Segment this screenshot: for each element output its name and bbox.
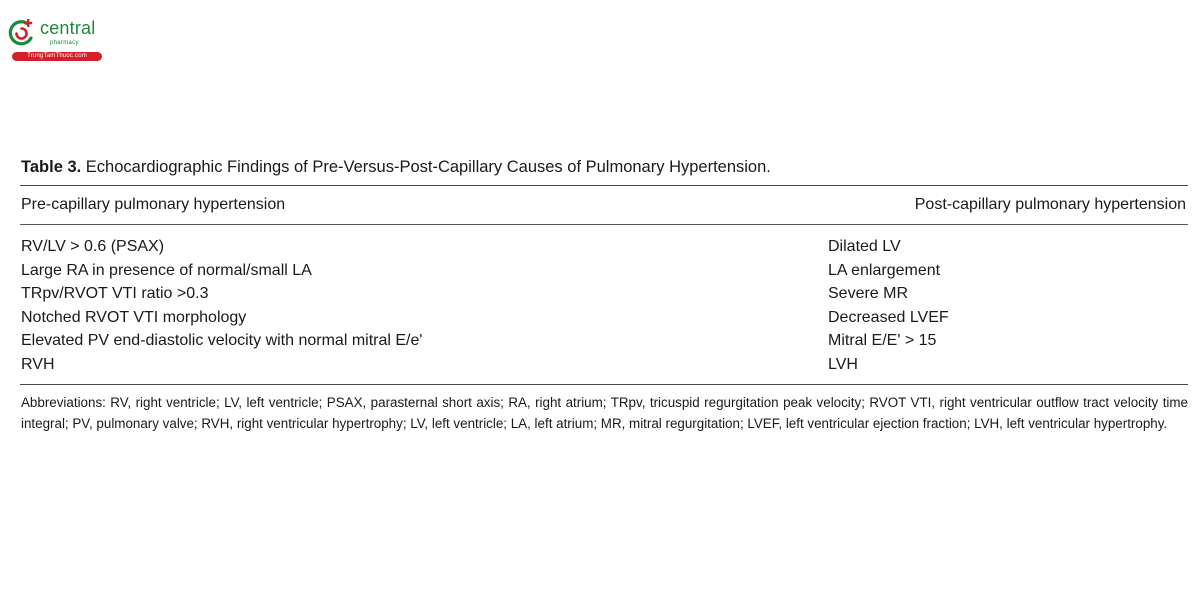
post-capillary-finding: Mitral E/E' > 15 — [828, 332, 937, 349]
pre-capillary-finding: Notched RVOT VTI morphology — [21, 308, 247, 326]
post-capillary-finding: Dilated LV — [828, 238, 901, 255]
bottom-rule — [20, 384, 1188, 385]
post-capillary-column — [828, 235, 1158, 376]
pharmacy-cross-icon — [6, 18, 36, 48]
post-capillary-finding: LVH — [828, 355, 858, 373]
post-capillary-finding: Decreased LVEF — [828, 308, 949, 326]
table-caption — [21, 158, 1188, 177]
table-header — [20, 186, 1188, 224]
post-capillary-finding: LA enlargement — [828, 261, 941, 279]
header-pre-capillary: Pre-capillary pulmonary hypertension — [21, 196, 286, 213]
central-pharmacy-logo — [6, 14, 106, 62]
table-3 — [20, 158, 1188, 434]
pre-capillary-finding: TRpv/RVOT VTI ratio >0.3 — [21, 285, 209, 302]
header-post-capillary: Post-capillary pulmonary hypertension — [914, 196, 1186, 213]
pre-capillary-finding: Elevated PV end-diastolic velocity with normal mitral E/e' — [21, 332, 423, 349]
pre-capillary-finding: Large RA in presence of normal/small LA — [21, 261, 312, 279]
pre-capillary-finding: RV/LV > 0.6 (PSAX) — [21, 238, 165, 255]
pre-capillary-finding: RVH — [21, 355, 55, 373]
pre-capillary-column — [21, 235, 641, 376]
table-footnote: Abbreviations: RV, right ventricle; LV, left ventricle; PSAX, parasternal short axis; RA, right atrium; TRpv, tricuspid regurgitation peak velocity; RVOT VTI, right ventricular outflow tract velocity time integral; PV, pulmonary valve; RVH, right ventricular hypertrophy; LV, left ventricle; LA, left atrium; MR, mitral regurgitation; LVEF, left ventricular ejection fraction; LVH, left ventricular hypertrophy. — [21, 395, 1188, 431]
caption-label: Table 3. — [21, 158, 82, 176]
logo-subtitle: pharmacy — [50, 40, 79, 46]
caption-text: Echocardiographic Findings of Pre-Versus-Post-Capillary Causes of Pulmonary Hypertension. — [81, 158, 771, 176]
post-capillary-finding: Severe MR — [828, 285, 909, 302]
logo-tagline: TrungTamThuoc.com — [12, 52, 102, 61]
logo-brand: central — [40, 18, 96, 38]
table-body — [20, 225, 1188, 384]
